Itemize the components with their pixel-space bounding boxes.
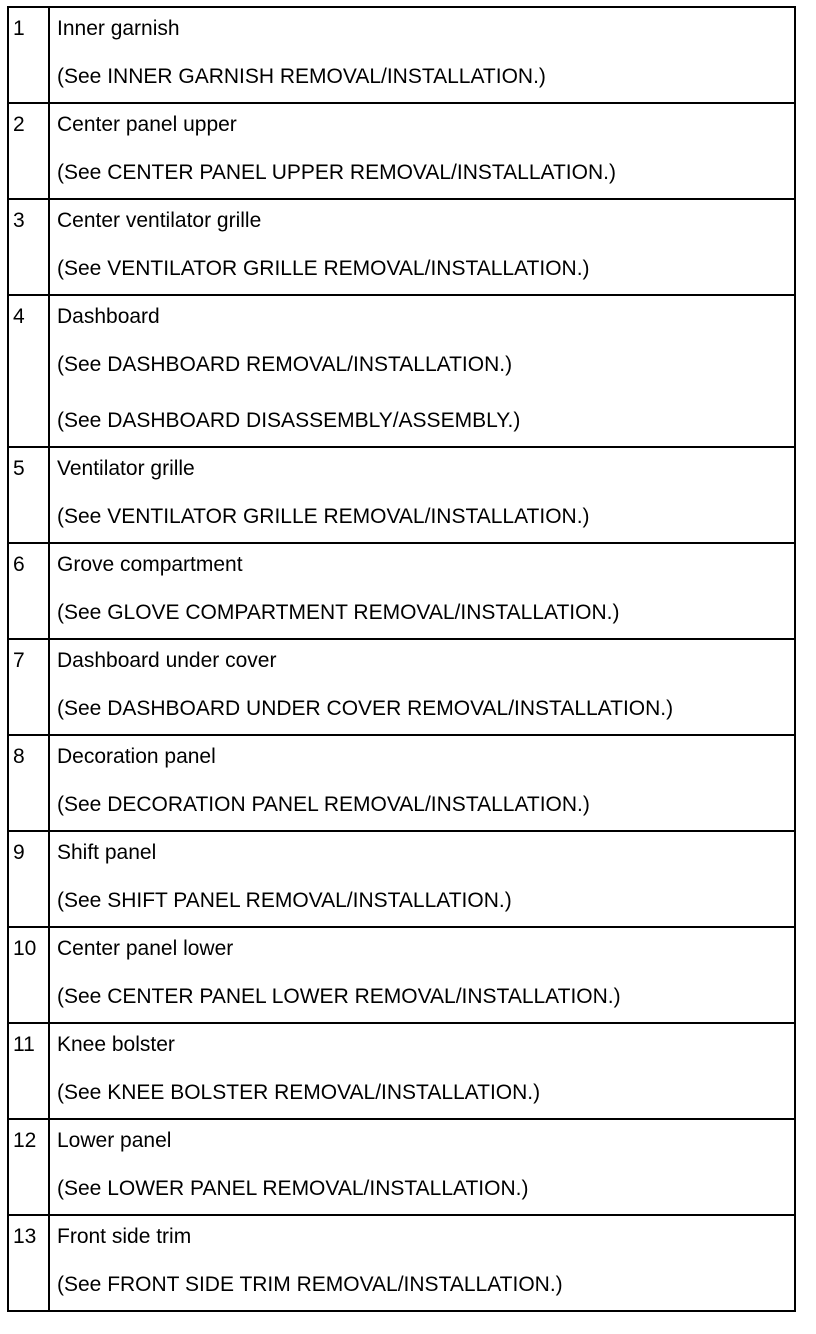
- item-name: Center panel upper: [57, 113, 237, 136]
- item-number: 11: [8, 1023, 49, 1119]
- item-reference: (See DASHBOARD UNDER COVER REMOVAL/INSTALLATION.): [57, 697, 674, 720]
- item-number: 1: [8, 7, 49, 103]
- item-reference: (See KNEE BOLSTER REMOVAL/INSTALLATION.): [57, 1081, 541, 1104]
- item-name: Center ventilator grille: [57, 209, 262, 232]
- item-description: [49, 1119, 795, 1215]
- table-row: [8, 1023, 795, 1119]
- item-name: Inner garnish: [57, 17, 180, 40]
- item-name: Lower panel: [57, 1129, 172, 1152]
- parts-table-body: [8, 7, 795, 1311]
- item-name: Front side trim: [57, 1225, 192, 1248]
- item-reference: (See LOWER PANEL REMOVAL/INSTALLATION.): [57, 1177, 529, 1200]
- item-name: Decoration panel: [57, 745, 216, 768]
- item-number: 13: [8, 1215, 49, 1311]
- item-name: Knee bolster: [57, 1033, 175, 1056]
- item-reference: (See FRONT SIDE TRIM REMOVAL/INSTALLATION.): [57, 1273, 563, 1296]
- item-number: 9: [8, 831, 49, 927]
- parts-table: [7, 6, 796, 1312]
- item-description: [49, 831, 795, 927]
- table-row: [8, 7, 795, 103]
- item-reference: (See VENTILATOR GRILLE REMOVAL/INSTALLATION.): [57, 257, 590, 280]
- item-number: 5: [8, 447, 49, 543]
- item-description: [49, 103, 795, 199]
- item-name: Grove compartment: [57, 553, 243, 576]
- item-number: 10: [8, 927, 49, 1023]
- table-row: [8, 831, 795, 927]
- item-name: Ventilator grille: [57, 457, 195, 480]
- item-number: 2: [8, 103, 49, 199]
- item-description: [49, 735, 795, 831]
- item-description: [49, 1023, 795, 1119]
- table-row: [8, 295, 795, 447]
- table-row: [8, 199, 795, 295]
- item-reference: (See GLOVE COMPARTMENT REMOVAL/INSTALLATION.): [57, 601, 620, 624]
- item-number: 8: [8, 735, 49, 831]
- item-name: Center panel lower: [57, 937, 234, 960]
- item-number: 4: [8, 295, 49, 447]
- item-name: Dashboard: [57, 305, 160, 328]
- item-reference: (See CENTER PANEL LOWER REMOVAL/INSTALLATION.): [57, 985, 621, 1008]
- item-number: 12: [8, 1119, 49, 1215]
- table-row: [8, 1119, 795, 1215]
- table-row: [8, 639, 795, 735]
- table-row: [8, 447, 795, 543]
- table-row: [8, 103, 795, 199]
- item-description: [49, 295, 795, 447]
- item-name: Dashboard under cover: [57, 649, 277, 672]
- table-row: [8, 735, 795, 831]
- item-description: [49, 543, 795, 639]
- item-number: 7: [8, 639, 49, 735]
- item-number: 6: [8, 543, 49, 639]
- table-row: [8, 927, 795, 1023]
- item-description: [49, 199, 795, 295]
- item-name: Shift panel: [57, 841, 157, 864]
- table-row: [8, 543, 795, 639]
- item-description: [49, 927, 795, 1023]
- item-description: [49, 7, 795, 103]
- table-row: [8, 1215, 795, 1311]
- item-description: [49, 1215, 795, 1311]
- item-reference: (See DASHBOARD REMOVAL/INSTALLATION.): [57, 353, 513, 376]
- item-description: [49, 447, 795, 543]
- item-reference: (See VENTILATOR GRILLE REMOVAL/INSTALLATION.): [57, 505, 590, 528]
- item-reference: (See INNER GARNISH REMOVAL/INSTALLATION.): [57, 65, 546, 88]
- item-number: 3: [8, 199, 49, 295]
- item-reference: (See SHIFT PANEL REMOVAL/INSTALLATION.): [57, 889, 512, 912]
- item-description: [49, 639, 795, 735]
- item-reference: (See DASHBOARD DISASSEMBLY/ASSEMBLY.): [57, 409, 521, 432]
- item-reference: (See DECORATION PANEL REMOVAL/INSTALLATION.): [57, 793, 590, 816]
- item-reference: (See CENTER PANEL UPPER REMOVAL/INSTALLATION.): [57, 161, 616, 184]
